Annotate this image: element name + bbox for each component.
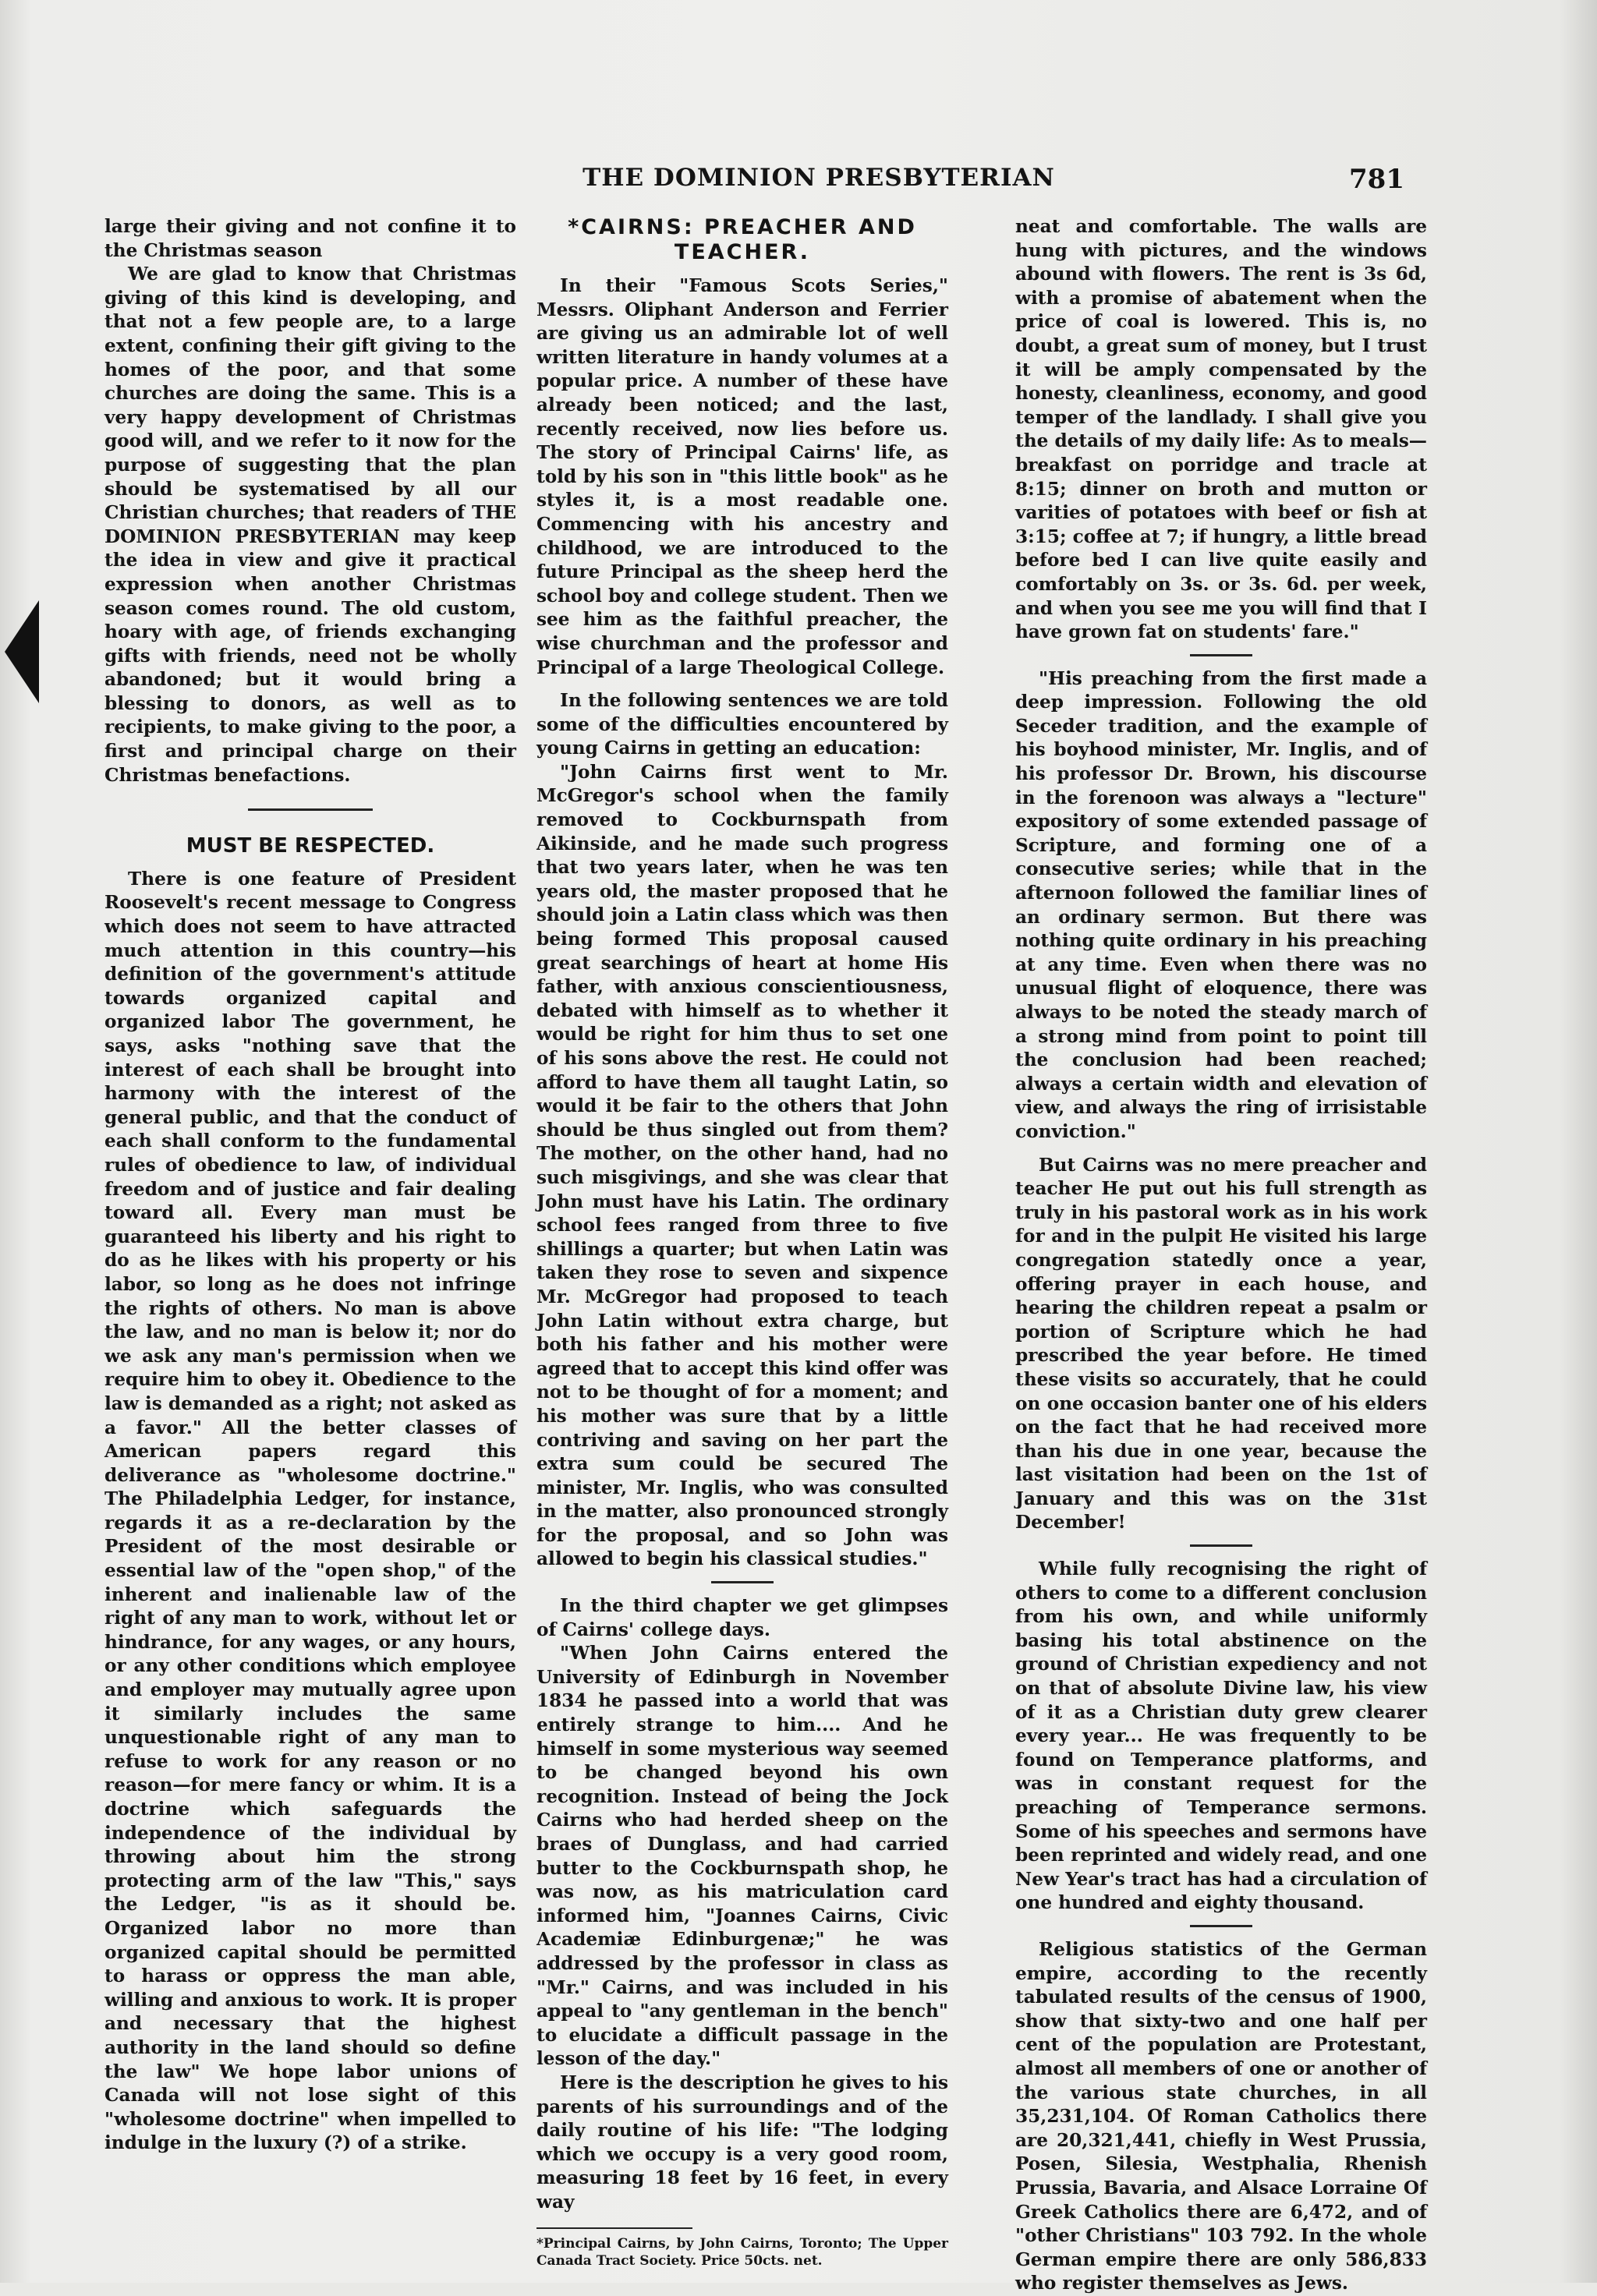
footnote-rule [536, 2227, 692, 2229]
page-number: 781 [1349, 164, 1404, 195]
section-divider [1190, 1544, 1252, 1547]
paragraph: Here is the description he gives to his parents of his surroundings and of the daily routine of his life: "The lodging which we occupy is a very good room, measuring 18 feet by 16 feet, in every way [536, 2071, 948, 2213]
article-heading: *CAIRNS: PREACHER AND TEACHER. [568, 215, 917, 264]
section-divider [711, 1581, 774, 1583]
section-divider [1190, 654, 1252, 656]
paragraph: There is one feature of President Roosevelt's recent message to Congress which does not seem to have attracted much attention in this country—his definition of the government's attitude towards organized capital and organized labor The government, he says, asks "nothing save that the interest of each shall be brought into harmony with the interest of the general public, and that the conduct of each shall conform to the fundamental rules of obedience to law, of individual freedom and of justice and fair dealing toward all. Every man must be guaranteed his liberty and his right to do as he likes with his property or his labor, so long as he does not infringe the rights of others. No man is above the law, and no man is below it; nor do we ask any man's permission when we require him to obey it. Obedience to the law is demanded as a right; not asked as a favor." All the better classes of American papers regard this deliverance as "wholesome doctrine." The Philadelphia Ledger, for instance, regards it as a re-declaration by the President of the most desirable or essential law of the "open shop," of the inherent and inalienable law of the right of any man to work, without let or hindrance, for any wages, or any hours, or any other conditions which employee and employer may mutually agree upon it similarly includes the same unquestionable right of any man to refuse to work for any reason or no reason—for mere fancy or whim. It is a doctrine which safeguards the independence of the individual by throwing about him the strong protecting arm of the law "This," says the Ledger, "is as it should be. Organized labor no more than organized capital should be permitted to harass or oppress the man able, willing and anxious to work. It is proper and necessary that the highest authority in the land should so define the law" We hope labor unions of Canada will not lose sight of this "wholesome doctrine" when impelled to indulge in the luxury (?) of a strike. [104, 868, 516, 2154]
paragraph: In the following sentences we are told some of the difficulties encountered by young Cairns in getting an education: [536, 690, 948, 759]
paragraph: But Cairns was no mere preacher and teacher He put out his full strength as truly in his pastoral work as in his work for and in the pulpit He visited his large congregation statedly once a year, offering prayer in each house, and hearing the children repeat a psalm or portion of Scripture which he had prescribed the year before. He timed these visits so accurately, that he could on one occasion banter one of his elders on the fact that he had received more than his due in one year, because the last visitation had been on the 1st of January and this was on the 31st December! [1015, 1154, 1427, 1534]
section-divider [1190, 1925, 1252, 1927]
footnote: *Principal Cairns, by John Cairns, Toronto; The Upper Canada Tract Society. Price 50cts. net. [536, 2235, 948, 2269]
article-heading: MUST BE RESPECTED. [186, 833, 435, 858]
paragraph: "John Cairns first went to Mr. McGregor's school when the family removed to Cockburnspath from Aikinside, and he made such progress that two years later, when he was ten years old, the master proposed that he should join a Latin class which was then being formed This proposal caused great searchings of heart at home His father, with anxious conscientiousness, debated with himself as to whether it would be right for him thus to set one of his sons above the rest. He could not afford to have them all taught Latin, so would it be fair to the others that John should be thus singled out from them? The mother, on the other hand, had no such misgivings, and she was clear that John must have his Latin. The ordinary school fees ranged from three to five shillings a quarter; but when Latin was taken they rose to seven and sixpence Mr. McGregor had proposed to teach John Latin without extra charge, but both his father and his mother were agreed that to accept this kind offer was not to be thought of for a moment; and his mother was sure that by a little contriving and saving on her part the extra sum could be secured The minister, Mr. Inglis, who was consulted in the matter, also pronounced strongly for the proposal, and so John was allowed to begin his classical studies." [536, 761, 948, 1570]
paragraph: "When John Cairns entered the University of Edinburgh in November 1834 he passed into a world that was entirely strange to him.... And he himself in some mysterious way seemed to be changed beyond his own recognition. Instead of being the Jock Cairns who had herded sheep on the braes of Dunglass, and had carried butter to the Cockburnspath shop, he was now, as his matriculation card informed him, "Joannes Cairns, Civic Academiæ Edinburgenæ;" he was addressed by the professor in class as "Mr." Cairns, and was included in his appeal to "any gentleman in the bench" to elucidate a difficult passage in the lesson of the day." [536, 1643, 948, 2070]
column-left [104, 215, 516, 2156]
paragraph: Religious statistics of the German empire, according to the recently tabulated results of the census of 1900, show that sixty-two and one half per cent of the population are Protestant, almost all members of one or another of the various state churches, in all 35,231,104. Of Roman Catholics there are 20,321,441, chiefly in West Prussia, Posen, Silesia, Westphalia, Rhenish Prussia, Bavaria, and Alsace Lorraine Of Greek Catholics there are 6,472, and of "other Christians" 103 792. In the whole German empire there are only 586,833 who register themselves as Jews. [1015, 1938, 1427, 2294]
paragraph: While fully recognising the right of others to come to a different conclusion from his own, and while uniformly basing his total abstinence on the ground of Christian expediency and not on that of absolute Divine law, his view of it as a Christian duty grew clearer every year... He was frequently to be found on Temperance platforms, and was in constant request for the preaching of Temperance sermons. Some of his speeches and sermons have been reprinted and widely read, and one New Year's tract has had a circulation of one hundred and eighty thousand. [1015, 1558, 1427, 1914]
paragraph: large their giving and not confine it to the Christmas season [104, 216, 516, 261]
margin-tab-mark [5, 600, 39, 703]
section-divider [104, 797, 516, 821]
paragraph: We are glad to know that Christmas giving of this kind is developing, and that not a few people are, to a large extent, confining their gift giving to the homes of the poor, and that some churches are doing the same. This is a very happy development of Christmas good will, and we refer to it now for the purpose of suggesting that the plan should be systematised by all our Christian churches; that readers of THE DOMINION PRESBYTERIAN may keep the idea in view and give it practical expression when another Christmas season comes round. The old custom, hoary with age, of friends exchanging gifts with friends, need not be wholly abandoned; but it would bring a blessing to donors, as well as to recipients, to make giving to the poor, a first and principal charge on their Christmas benefactions. [104, 264, 516, 786]
column-middle [536, 215, 948, 2269]
paragraph: In the third chapter we get glimpses of Cairns' college days. [536, 1595, 948, 1640]
column-right [1015, 215, 1427, 2296]
paragraph: neat and comfortable. The walls are hung with pictures, and the windows abound with flowers. The rent is 3s 6d, with a promise of abatement when the price of coal is lowered. This is, no doubt, a great sum of money, but I trust it will be amply compensated by the honesty, cleanliness, economy, and good temper of the landlady. I shall give you the details of my daily life: As to meals—breakfast on porridge and tracle at 8:15; dinner on broth and mutton or varities of potatoes with beef or fish at 3:15; coffee at 7; if hungry, a little bread before bed I can live quite easily and comfortably on 3s. or 3s. 6d. per week, and when you see me you will find that I have grown fat on students' fare." [1015, 216, 1427, 643]
paragraph: "His preaching from the first made a deep impression. Following the old Seceder tradition, and the example of his boyhood minister, Mr. Inglis, and of his professor Dr. Brown, his discourse in the forenoon was always a "lecture" expository of some extended passage of Scripture, and forming one of a consecutive series; while that in the afternoon followed the familiar lines of an ordinary sermon. But there was nothing quite ordinary in his preaching at any time. Even when there was no unusual flight of eloquence, there was always to be noted the steady march of a strong mind from point to point till the conclusion had been reached; always a certain width and elevation of view, and always the ring of irrisistable conviction." [1015, 667, 1427, 1142]
paragraph: In their "Famous Scots Series," Messrs. Oliphant Anderson and Ferrier are giving us an admirable lot of well written literature in handy volumes at a popular price. A number of these have already been noticed; and the last, recently received, now lies before us. The story of Principal Cairns' life, as told by his son in "this little book" as he styles it, is a most readable one. Commencing with his ancestry and childhood, we are introduced to the future Principal as the sheep herd the school boy and college student. Then we see him as the faithful preacher, the wise churchman and the professor and Principal of a large Theological College. [536, 275, 948, 678]
masthead: THE DOMINION PRESBYTERIAN [582, 164, 1055, 192]
